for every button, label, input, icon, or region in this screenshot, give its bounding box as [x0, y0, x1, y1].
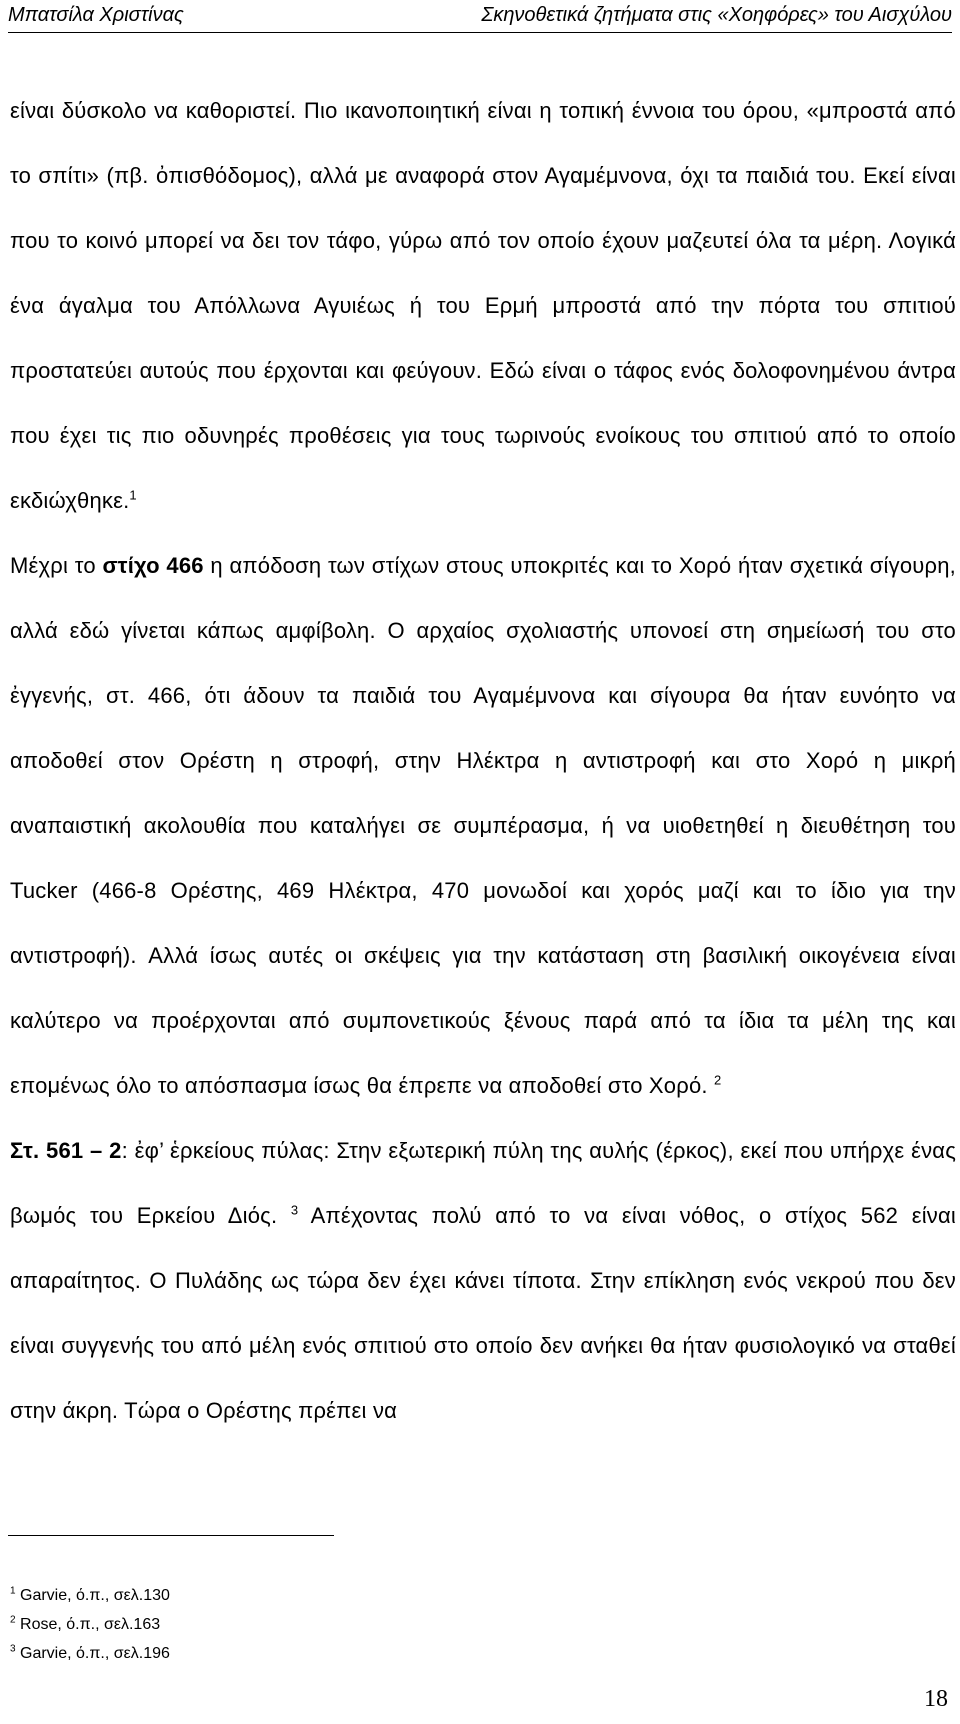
paragraph-1-text: είναι δύσκολο να καθοριστεί. Πιο ικανοποιητική είναι η τοπική έννοια του όρου, «μπροστά από το σπίτι» (πβ. ὀπισθόδομος), αλλά με αναφορά στον Αγαμέμνονα, όχι τα παιδιά του. Εκεί είναι που το κοινό μπορεί να δει τον τάφο, γύρω από τον οποίο έχουν μαζευτεί όλα τα μέρη. Λογικά ένα άγαλμα του Απόλλωνα Αγυιέως ή του Ερμή μπροστά από την πόρτα του σπιτιού προστατεύει αυτούς που έρχονται και φεύγουν. Εδώ είναι ο τάφος ενός δολοφονημένου άντρα που έχει τις πιο οδυνηρές προθέσεις για τους τωρινούς ενοίκους του σπιτιού από το οποίο εκδιώχθηκε. — [10, 98, 956, 513]
verse-reference-561: Στ. 561 – 2 — [10, 1138, 122, 1163]
footnote-1-text: Garvie, ό.π., σελ.130 — [15, 1587, 170, 1604]
footnote-3-number: 3 — [10, 1643, 16, 1655]
footnote-ref-2: 2 — [714, 1072, 722, 1088]
header-author: Μπατσίλα Χριστίνας — [8, 4, 184, 26]
footnote-1 — [10, 1581, 170, 1610]
footnote-ref-1: 1 — [129, 487, 137, 503]
running-header — [8, 2, 952, 28]
paragraph-2-text: η απόδοση των στίχων στους υποκριτές και το Χορό ήταν σχετικά σίγουρη, αλλά εδώ γίνεται κάπως αμφίβολη. Ο αρχαίος σχολιαστής υπονοεί στη σημείωσή του στο ἐγγενής, στ. 466, ότι άδουν τα παιδιά του Αγαμέμνονα και σίγουρα θα ήταν ευνόητο να αποδοθεί στον Ορέστη η στροφή, στην Ηλέκτρα η αντιστροφή και στο Χορό η μικρή αναπαιστική ακολουθία που καταλήγει σε συμπέρασμα, ή να υιοθετηθεί η διευθέτηση του Tucker (466-8 Ορέστης, 469 Ηλέκτρα, 470 μονωδοί και χορός μαζί και το ίδιο για την αντιστροφή). Αλλά ίσως αυτές οι σκέψεις για την κατάσταση στη βασιλική οικογένεια είναι καλύτερο να προέρχονται από συμπονετικούς ξένους παρά από τα ίδια τα μέλη της και επομένως όλο το απόσπασμα ίσως θα έπρεπε να αποδοθεί στο Χορό. — [10, 553, 956, 1098]
paragraph-2 — [10, 533, 956, 1118]
footnote-2-text: Rose, ό.π., σελ.163 — [15, 1616, 161, 1633]
verse-reference-466: στίχο 466 — [102, 553, 204, 578]
paragraph-3-colon: : — [121, 1138, 135, 1163]
footnote-3-text: Garvie, ό.π., σελ.196 — [15, 1645, 170, 1662]
paragraph-2-lead: Μέχρι το — [10, 553, 103, 578]
page-number: 18 — [924, 1686, 948, 1712]
footnote-3 — [10, 1639, 170, 1668]
header-rule — [8, 32, 952, 33]
paragraph-3-text-cont: Απέχοντας πολύ από το να είναι νόθος, ο στίχος 562 είναι απαραίτητος. Ο Πυλάδης ως τώρα δεν έχει κάνει τίποτα. Στην επίκληση ενός νεκρού που δεν είναι συγγενής του από μέλη ενός σπιτιού στο οποίο δεν ανήκει θα ήταν φυσιολογικό να σταθεί στην άκρη. Τώρα ο Ορέστης πρέπει να — [10, 1203, 956, 1423]
footnote-2 — [10, 1610, 170, 1639]
footnote-separator — [8, 1535, 334, 1536]
footnote-ref-3: 3 — [290, 1202, 299, 1218]
paragraph-1 — [10, 78, 956, 533]
footnote-1-number: 1 — [10, 1585, 16, 1597]
main-text — [10, 78, 956, 1443]
greek-quote: ἐφ’ ἑρκείους πύλας: — [134, 1138, 330, 1163]
paragraph-3 — [10, 1118, 956, 1443]
footnotes — [10, 1581, 170, 1668]
header-title: Σκηνοθετικά ζητήματα στις «Χοηφόρες» του Αισχύλου — [481, 4, 952, 26]
paragraph-3-text: Στην εξωτερική πύλη της αυλής (έρκος), εκεί που υπήρχε ένας βωμός του Ερκείου Διός. — [10, 1138, 956, 1228]
footnote-2-number: 2 — [10, 1614, 16, 1626]
